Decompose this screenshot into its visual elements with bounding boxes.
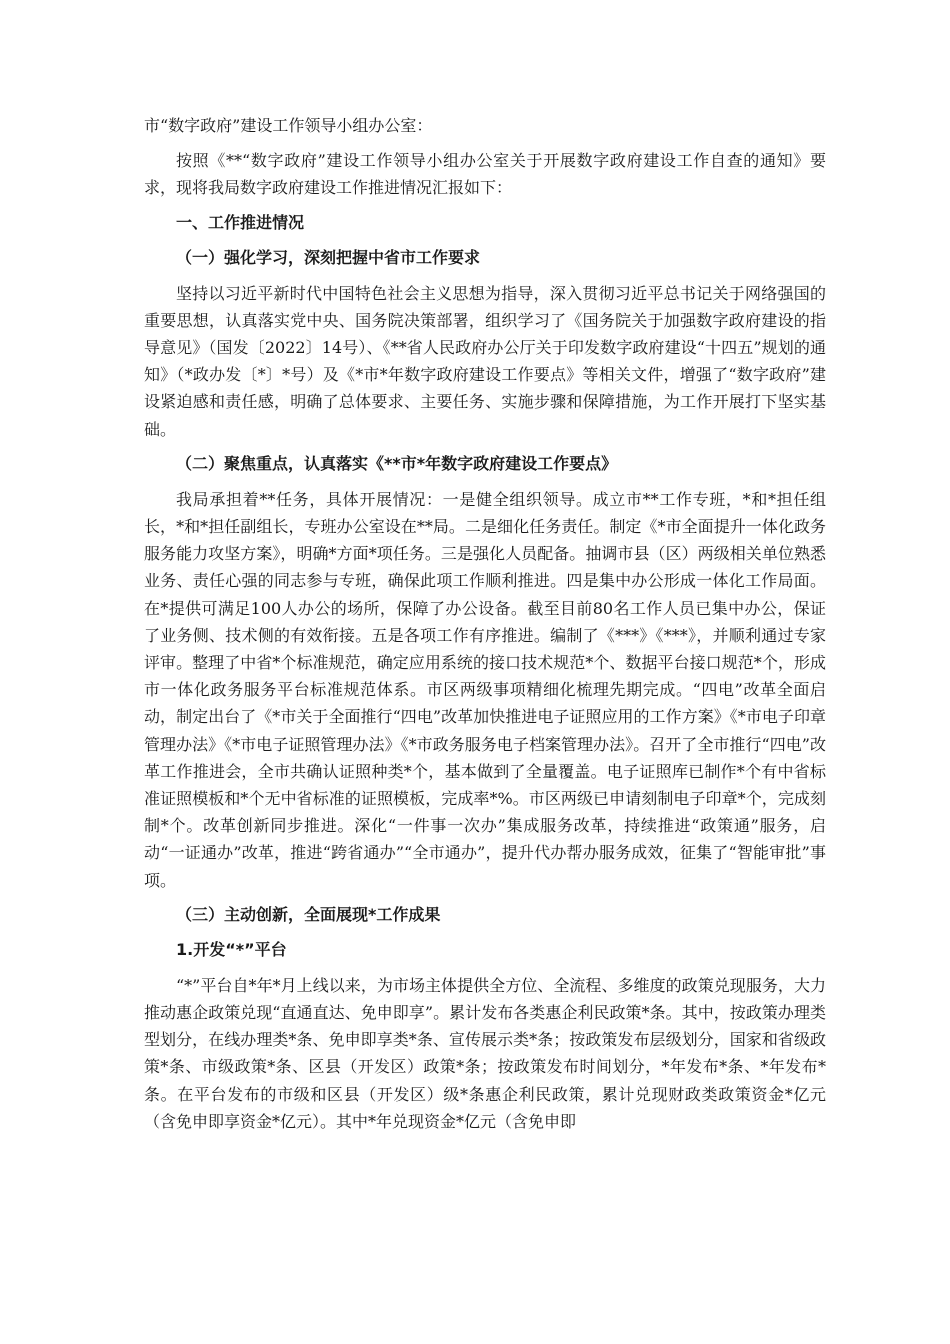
subsection-heading-2: （二）聚焦重点，认真落实《**市*年数字政府建设工作要点》 [176,453,618,473]
document-page [144,112,826,1143]
section-heading-1: 一、工作推进情况 [176,212,305,232]
subsection-heading-1: （一）强化学习，深刻把握中省市工作要求 [176,247,481,267]
item-body-1: “*”平台自*年*月上线以来，为市场主体提供全方位、全流程、多维度的政策兑现服务，大力推动惠企政策兑现“直通直达、免申即享”。累计发布各类惠企利民政策*条。其中，按政策办理类型划分，在线办理类*条、免申即享类*条、宣传展示类*条；按政策发布层级划分，国家和省级政策*条、市级政策*条、区县（开发区）政策*条；按政策发布时间划分，*年发布*条、*年发布*条。在平台发布的市级和区县（开发区）级*条惠企利民政策，累计兑现财政类政策资金*亿元（含免申即享资金*亿元）。其中*年兑现资金*亿元（含免申即 [144,975,826,1131]
subsection-body-1: 坚持以习近平新时代中国特色社会主义思想为指导，深入贯彻习近平总书记关于网络强国的重要思想，认真落实党中央、国务院决策部署，组织学习了《国务院关于加强数字政府建设的指导意见》（国发〔2022〕14号）、《**省人民政府办公厅关于印发数字政府建设“十四五”规划的通知》（*政办发〔*〕*号）及《*市*年数字政府建设工作要点》等相关文件，增强了“数字政府”建设紧迫感和责任感，明确了总体要求、主要任务、实施步骤和保障措施，为工作开展打下坚实基础。 [144,283,826,439]
subsection-body-2: 我局承担着**任务，具体开展情况：一是健全组织领导。成立市**工作专班，*和*担任组长，*和*担任副组长，专班办公室设在**局。二是细化任务责任。制定《*市全面提升一体化政务服务能力攻坚方案》，明确*方面*项任务。三是强化人员配备。抽调市县（区）两级相关单位熟悉业务、责任心强的同志参与专班，确保此项工作顺利推进。四是集中办公形成一体化工作局面。在*提供可满足100人办公的场所，保障了办公设备。截至目前80名工作人员已集中办公，保证了业务侧、技术侧的有效衔接。五是各项工作有序推进。编制了《***》《***》，并顺利通过专家评审。整理了中省*个标准规范，确定应用系统的接口技术规范*个、数据平台接口规范*个，形成市一体化政务服务平台标准规范体系。市区两级事项精细化梳理先期完成。“四电”改革全面启动，制定出台了《*市关于全面推行“四电”改革加快推进电子证照应用的工作方案》《*市电子印章管理办法》《*市电子证照管理办法》《*市政务服务电子档案管理办法》。召开了全市推行“四电”改革工作推进会，全市共确认证照种类*个，基本做到了全量覆盖。电子证照库已制作*个有中省标准证照模板和*个无中省标准的证照模板，完成率*%。市区两级已申请刻制电子印章*个，完成刻制*个。改革创新同步推进。深化“一件事一次办”集成服务改革，持续推进“政策通”服务，启动“一证通办”改革，推进“跨省通办”“全市通办”，提升代办帮办服务成效，征集了“智能审批”事项。 [144,489,826,890]
salutation: 市“数字政府”建设工作领导小组办公室： [144,116,433,135]
subsection-heading-3: （三）主动创新，全面展现*工作成果 [176,904,441,924]
intro-paragraph: 按照《**“数字政府”建设工作领导小组办公室关于开展数字政府建设工作自查的通知》要求，现将我局数字政府建设工作推进情况汇报如下： [144,151,826,198]
item-heading-1: 1.开发“*”平台 [176,939,287,959]
